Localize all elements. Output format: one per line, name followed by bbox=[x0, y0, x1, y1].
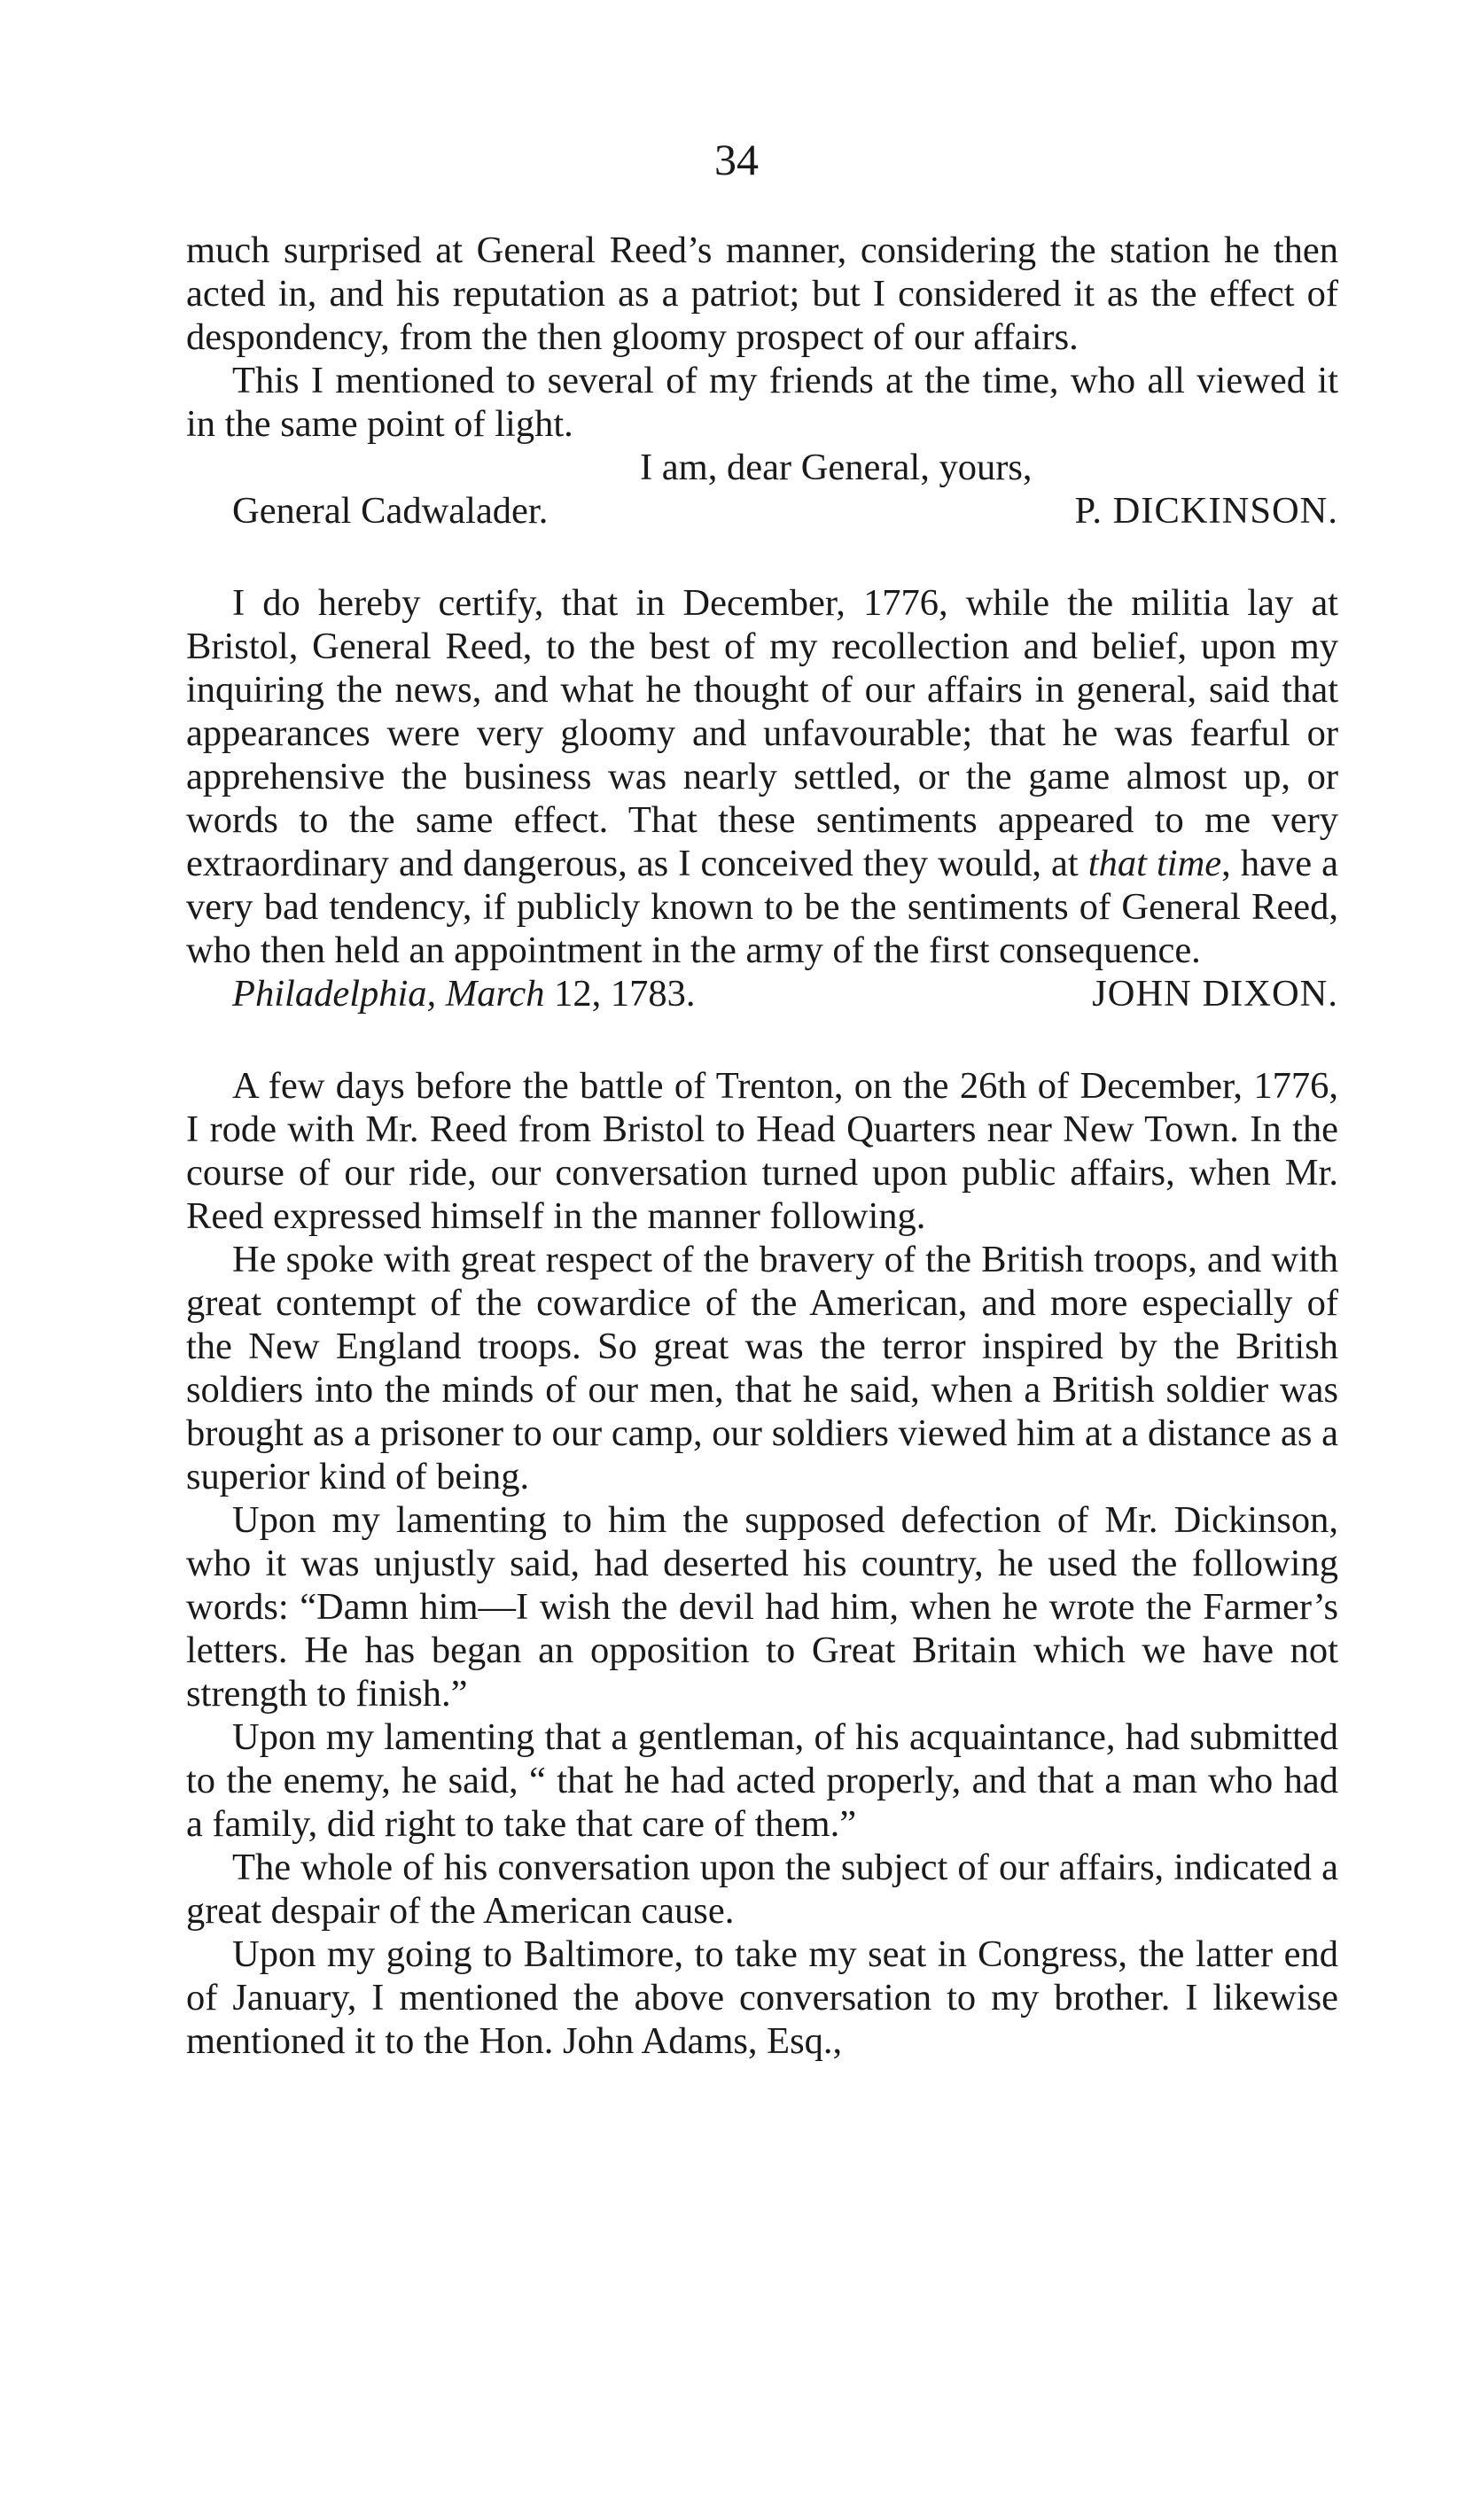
letter-closing: I am, dear General, yours, bbox=[640, 447, 1033, 488]
emphasis-that-time: that time bbox=[1087, 843, 1222, 884]
page-number: 34 bbox=[714, 135, 759, 184]
paragraph: Upon my lamenting that a gentleman, of his acquaintance, had submitted to the enemy, he said, “ that he had acted properly, and that a man who had a family, did right to take that care of them.” bbox=[186, 1716, 1338, 1845]
signature-dixon: JOHN DIXON. bbox=[1092, 973, 1338, 1015]
paragraph-certificate bbox=[186, 581, 1338, 972]
signature-row bbox=[186, 489, 1338, 533]
dateline bbox=[232, 972, 696, 1015]
paragraph: Upon my lamenting to him the supposed defection of Mr. Dickinson, who it was unjustly said, had deserted his country, he used the following words: “Damn him—I wish the devil had him, when he wrote the Farmer’s letters. He has began an opposition to Great Britain which we have not strength to finish.” bbox=[186, 1499, 1338, 1715]
paragraph-continuation: much surprised at General Reed’s manner, considering the station he then acted in, and his reputation as a patriot; but I considered it as the effect of despondency, from the then gloomy prospect of our affairs. bbox=[186, 229, 1338, 358]
paragraph: Upon my going to Baltimore, to take my seat in Congress, the latter end of January, I mentioned the above conversation to my brother. I likewise mentioned it to the Hon. John Adams, Esq., bbox=[186, 1933, 1338, 2062]
paragraph: The whole of his conversation upon the subject of our affairs, indicated a great despair of the American cause. bbox=[186, 1847, 1338, 1932]
signature-dickinson: P. DICKINSON. bbox=[1074, 490, 1338, 532]
dateline-date: 12, 1783. bbox=[554, 973, 696, 1015]
section-gap bbox=[186, 1015, 1338, 1064]
certificate-text-start: I do hereby certify, that in December, 1776, while the militia lay at Bristol, General Reed, to the best of my recollection and belief, upon my inquiring the news, and what he thought of our affairs in general, said that appearances were very gloomy and unfavourable; that he was fearful or apprehensive the business was nearly settled, or the game almost up, or words to the same effect. That these sentiments appeared to me very extraordinary and dangerous, as I conceived they would, at bbox=[186, 582, 1338, 884]
paragraph: He spoke with great respect of the bravery of the British troops, and with great contempt of the cowardice of the American, and more especially of the New England troops. So great was the terror inspired by the British soldiers into the minds of our men, that he said, when a British soldier was brought as a prisoner to our camp, our soldiers viewed him at a distance as a superior kind of being. bbox=[186, 1239, 1338, 1497]
certificate-text-end: , have a very bad tendency, if publicly known to be the sentiments of General Reed, who then held an appointment in the army of the first consequence. bbox=[186, 843, 1339, 971]
date-signature-row bbox=[186, 972, 1338, 1015]
dateline-place: Philadelphia, March bbox=[232, 973, 545, 1015]
section-gap bbox=[186, 533, 1338, 581]
page-body bbox=[186, 229, 1338, 2063]
letter-addressee: General Cadwalader. bbox=[232, 490, 549, 532]
paragraph: This I mentioned to several of my friends at the time, who all viewed it in the same point of light. bbox=[186, 360, 1338, 445]
paragraph: A few days before the battle of Trenton, on the 26th of December, 1776, I rode with Mr. Reed from Bristol to Head Quarters near New Town. In the course of our ride, our conversation turned upon public affairs, when Mr. Reed expressed himself in the manner following. bbox=[186, 1065, 1338, 1237]
